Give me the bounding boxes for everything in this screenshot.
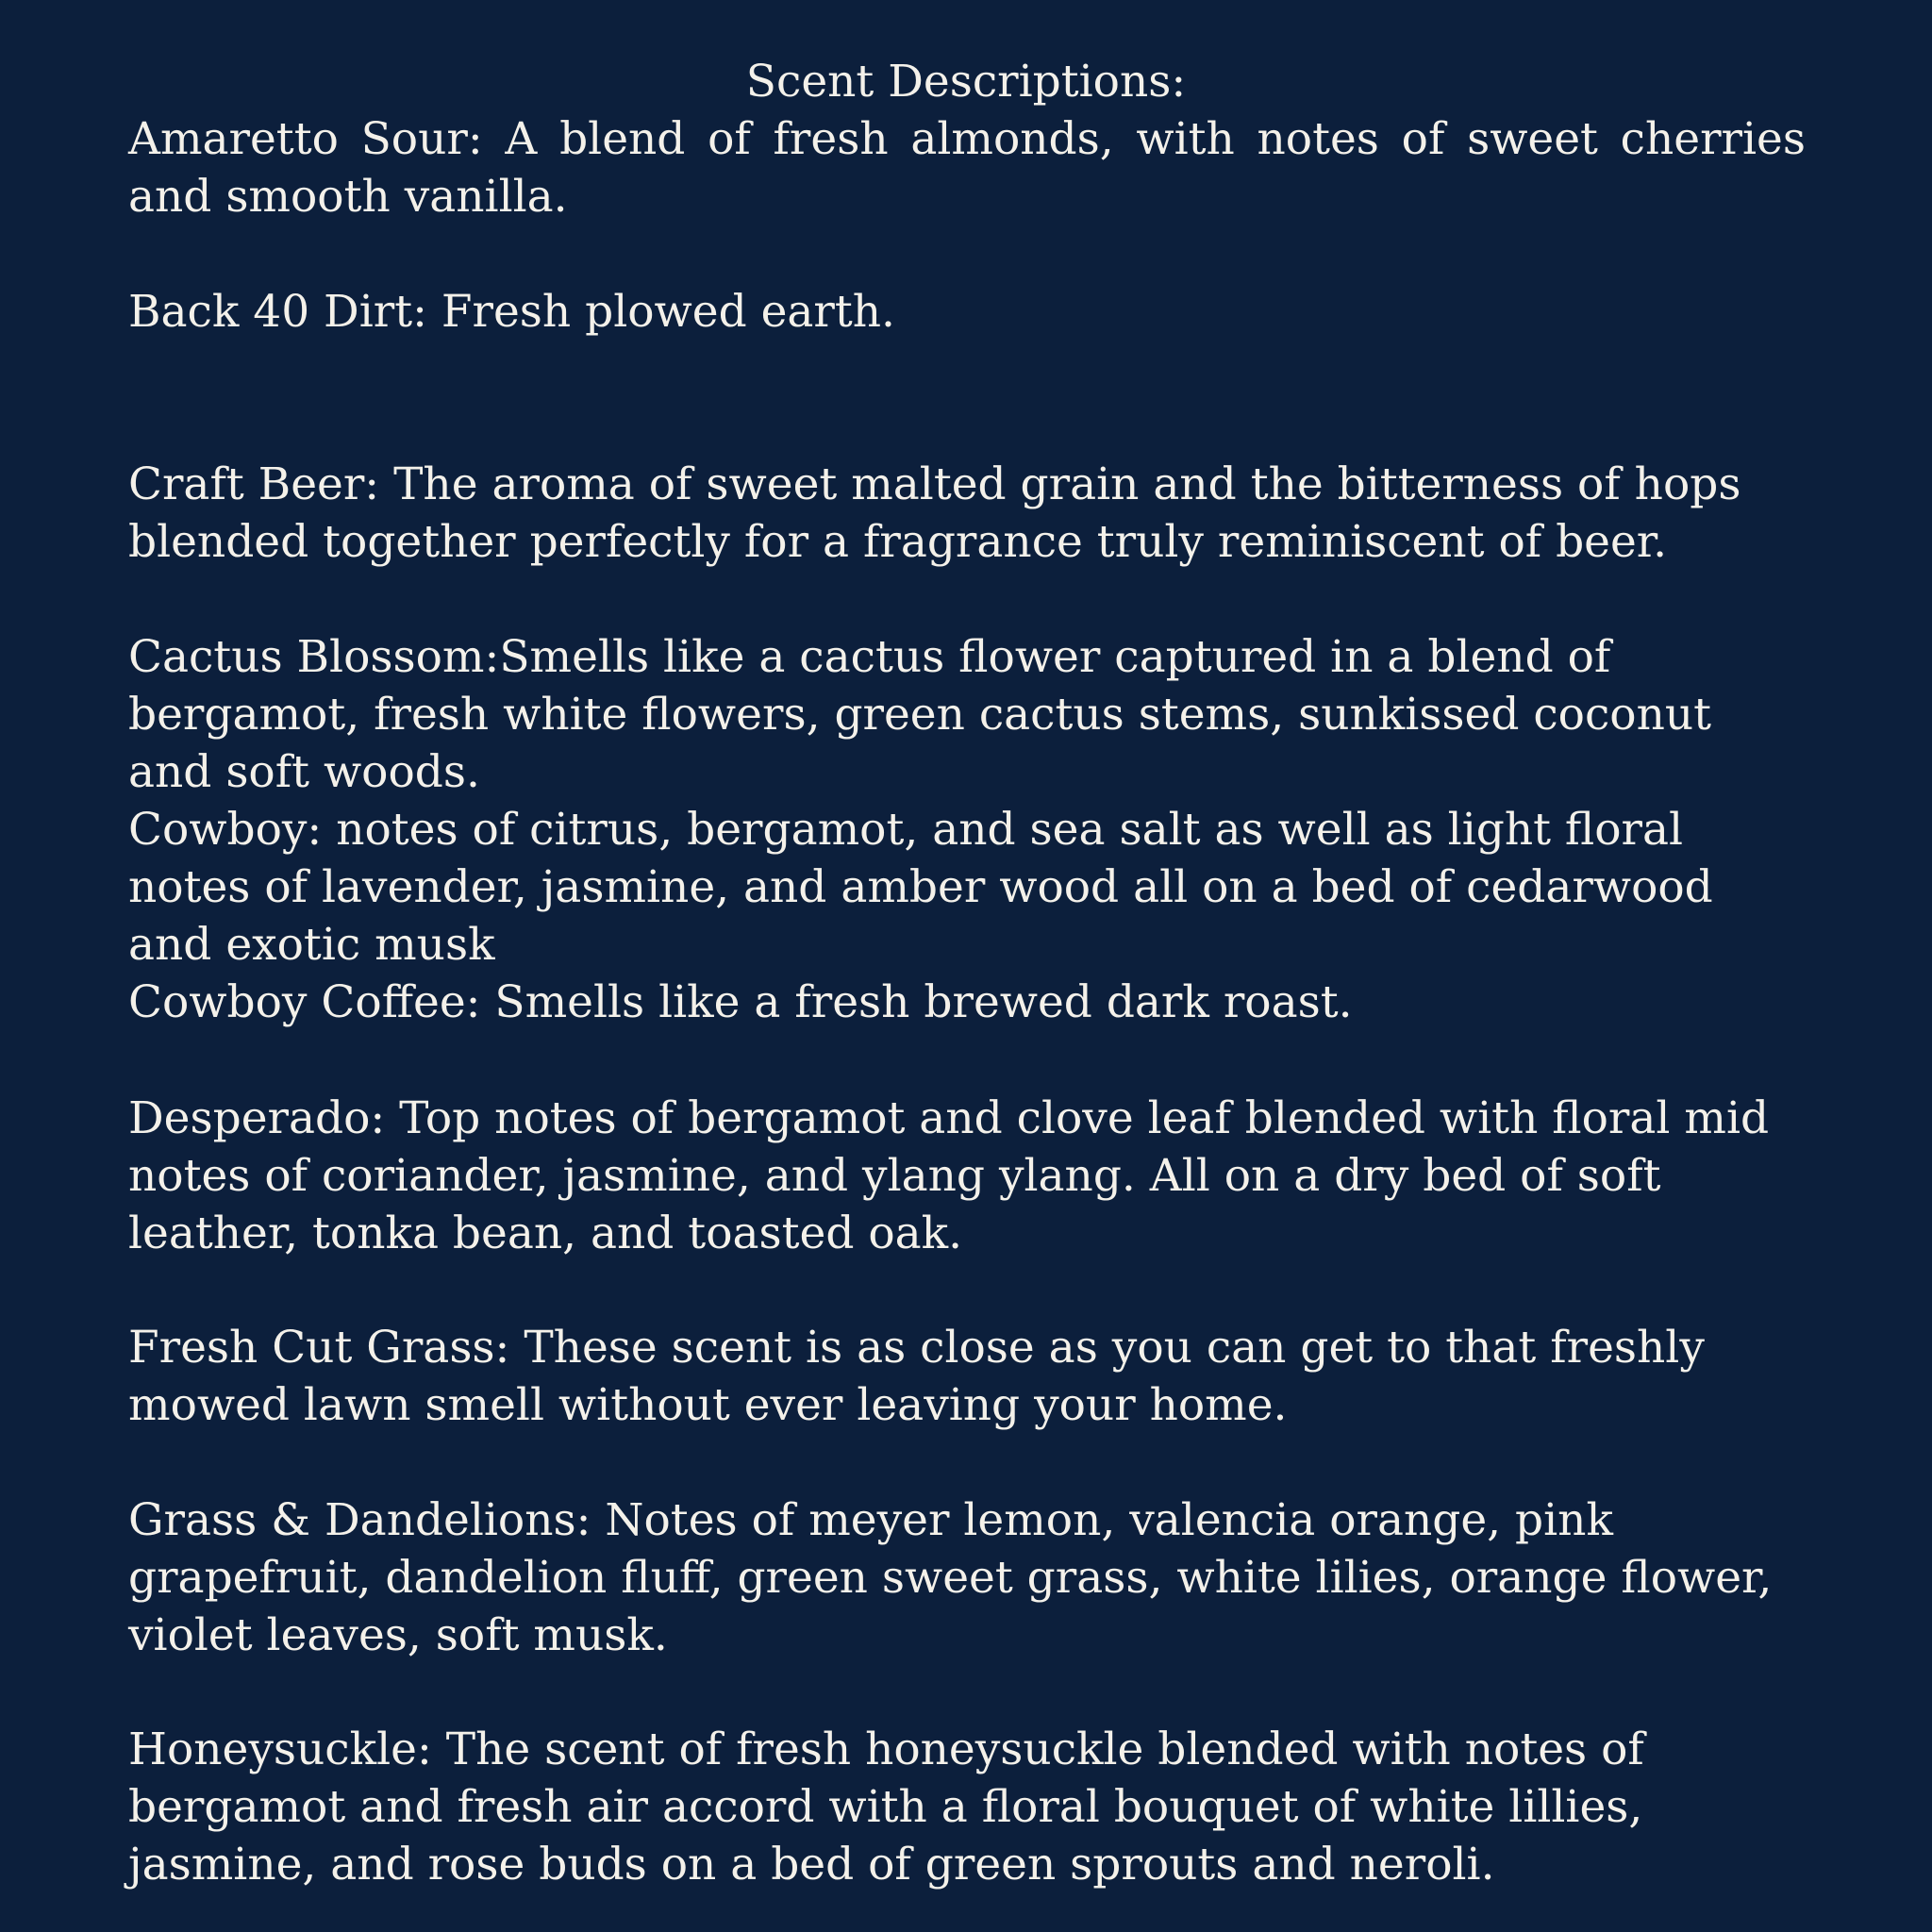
scent-description-desperado: Desperado: Top notes of bergamot and clove leaf blended with floral mid notes of coriander, jasmine, and ylang ylang. All on a dry bed of soft leather, tonka bean, and toasted oak. <box>128 1092 1770 1259</box>
scent-description-cactus-blossom: Cactus Blossom:Smells like a cactus flower captured in a blend of bergamot, fresh white flowers, green cactus stems, sunkissed coconut and soft woods. <box>128 631 1712 798</box>
scent-description-back-40-dirt: Back 40 Dirt: Fresh plowed earth. <box>128 286 895 338</box>
scent-description-grass-dandelions: Grass & Dandelions: Notes of meyer lemon, valencia orange, pink grapefruit, dandelion fluff, green sweet grass, white lilies, orange flower, violet leaves, soft musk. <box>128 1494 1773 1661</box>
scent-description-cowboy-coffee: Cowboy Coffee: Smells like a fresh brewed dark roast. <box>128 976 1353 1028</box>
scent-description-cowboy: Cowboy: notes of citrus, bergamot, and sea salt as well as light floral notes of lavender, jasmine, and amber wood all on a bed of cedarwood and exotic musk <box>128 804 1713 971</box>
scent-description-fresh-cut-grass: Fresh Cut Grass: These scent is as close as you can get to that freshly mowed lawn smell without ever leaving your home. <box>128 1322 1705 1431</box>
page-title: Scent Descriptions: <box>745 56 1187 108</box>
scent-description-craft-beer: Craft Beer: The aroma of sweet malted grain and the bitterness of hops blended together perfectly for a fragrance truly reminiscent of beer. <box>128 458 1741 568</box>
scent-description-amaretto-sour: Amaretto Sour: A blend of fresh almonds, with notes of sweet cherries and smooth vanilla. <box>128 113 1806 223</box>
scent-description-honeysuckle: Honeysuckle: The scent of fresh honeysuckle blended with notes of bergamot and fresh air accord with a floral bouquet of white lillies, jasmine, and rose buds on a bed of green sprouts and neroli. <box>128 1724 1644 1890</box>
